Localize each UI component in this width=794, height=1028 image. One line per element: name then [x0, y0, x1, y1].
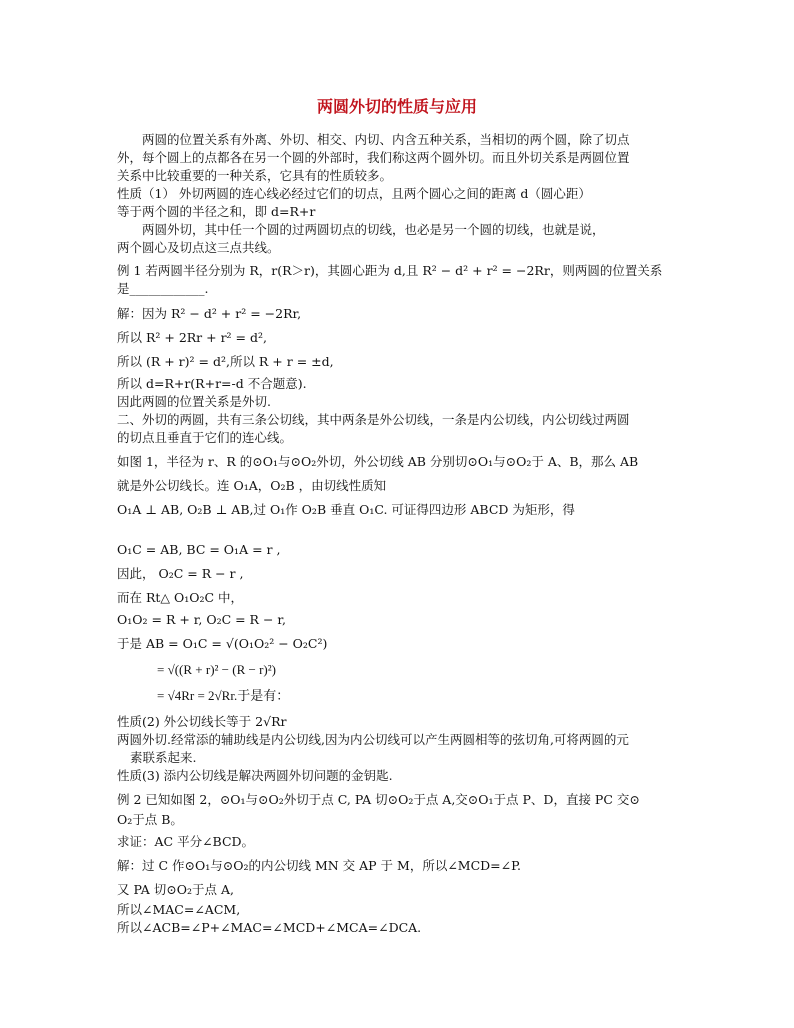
text-line: 解：因为 R² − d² + r² = −2Rr, [117, 306, 302, 321]
text-line: 性质(2) 外公切线长等于 2√Rr [117, 714, 287, 729]
text-line: 所以∠MAC=∠ACM, [117, 902, 241, 917]
text-line: 外，每个圆上的点都各在另一个圆的外部时，我们称这两个圆外切。而且外切关系是两圆位置 [117, 150, 630, 165]
text-line: = √((R + r)² − (R − r)²) [157, 662, 276, 677]
text-line: 两个圆心及切点这三点共线。 [117, 240, 280, 255]
text-line: O₁A ⊥ AB, O₂B ⊥ AB,过 O₁作 O₂B 垂直 O₁C. 可证得四边形 ABCD 为矩形，得 [117, 502, 575, 517]
text-line: 而在 Rt△ O₁O₂C 中， [117, 590, 244, 605]
text-line: O₁C = AB, BC = O₁A = r , [117, 542, 281, 557]
text-line: 的切点且垂直于它们的连心线。 [117, 430, 293, 445]
text-line: O₂于点 B。 [117, 812, 183, 827]
text-line: 如图 1，半径为 r、R 的⊙O₁与⊙O₂外切，外公切线 AB 分别切⊙O₁与⊙O₂于 A、B，那么 AB [117, 454, 639, 469]
text-line: 两圆外切，其中任一个圆的过两圆切点的切线，也必是另一个圆的切线，也就是说， [142, 222, 605, 237]
text-line: 例 1 若两圆半径分别为 R，r(R＞r)，其圆心距为 d,且 R² − d² + r² = −2Rr，则两圆的位置关系 [117, 263, 663, 278]
text-line: 因此两圆的位置关系是外切. [117, 394, 271, 409]
text-line: 性质（1） 外切两圆的连心线必经过它们的切点，且两个圆心之间的距离 d（圆心距） [117, 186, 591, 201]
text-line: 因此， O₂C = R − r , [117, 566, 244, 581]
text-line: 解：过 C 作⊙O₁与⊙O₂的内公切线 MN 交 AP 于 M，所以∠MCD=∠P. [117, 858, 521, 873]
text-line: 所以 d=R+r(R+r=-d 不合题意). [117, 376, 307, 391]
text-line: 例 2 已知如图 2，⊙O₁与⊙O₂外切于点 C, PA 切⊙O₂于点 A,交⊙O₁于点 P、D，直接 PC 交⊙ [117, 792, 640, 807]
text-line: 所以∠ACB=∠P+∠MAC=∠MCD+∠MCA=∠DCA. [117, 920, 422, 935]
text-line: 是____________. [117, 281, 209, 296]
text-line: 素联系起来. [130, 750, 197, 765]
text-line: 两圆外切.经常添的辅助线是内公切线,因为内公切线可以产生两圆相等的弦切角,可将两圆的元 [117, 732, 629, 747]
text-line: 求证：AC 平分∠BCD。 [117, 834, 255, 849]
text-line: 所以 R² + 2Rr + r² = d², [117, 330, 267, 345]
text-line: 等于两个圆的半径之和，即 d=R+r [117, 204, 316, 219]
text-line: = √4Rr = 2√Rr.于是有： [157, 688, 290, 703]
text-line: 又 PA 切⊙O₂于点 A, [117, 882, 234, 897]
text-line: 于是 AB = O₁C = √(O₁O₂² − O₂C²) [117, 636, 328, 651]
text-line: O₁O₂ = R + r, O₂C = R − r, [117, 612, 286, 627]
text-line: 就是外公切线长。连 O₁A，O₂B ，由切线性质知 [117, 478, 387, 493]
text-line: 所以 (R + r)² = d²,所以 R + r = ±d, [117, 354, 334, 369]
text-line: 性质(3) 添内公切线是解决两圆外切问题的金钥匙. [117, 768, 393, 783]
text-line: 二、外切的两圆，共有三条公切线，其中两条是外公切线，一条是内公切线，内公切线过两圆 [117, 412, 630, 427]
text-line: 两圆的位置关系有外离、外切、相交、内切、内含五种关系，当相切的两个圆，除了切点 [142, 132, 630, 147]
text-line: 关系中比较重要的一种关系，它具有的性质较多。 [117, 168, 393, 183]
page-title: 两圆外切的性质与应用 [316, 97, 477, 116]
